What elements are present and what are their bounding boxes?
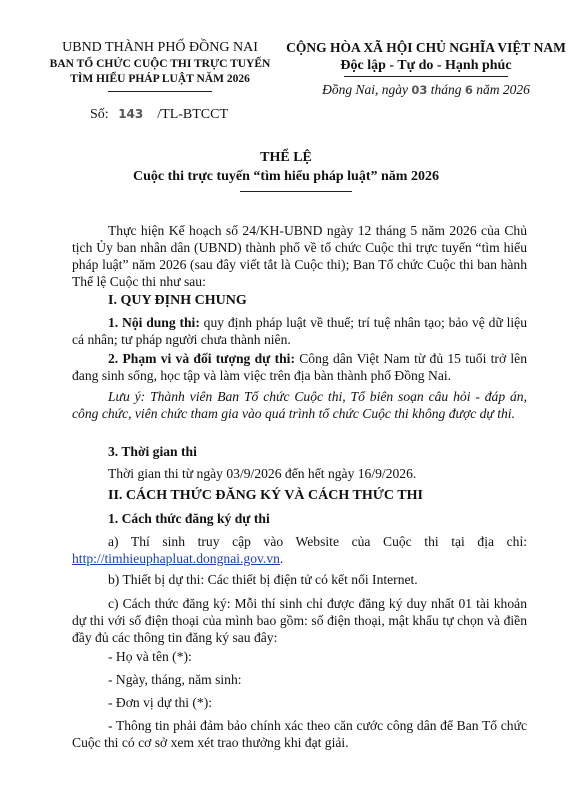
issue-date [286,82,566,98]
nation-line-1: CỘNG HÒA XÃ HỘI CHỦ NGHĨA VIỆT NAM [286,40,566,55]
date-prefix: Đồng Nai, ngày [322,82,408,97]
paragraph-b: b) Thiết bị dự thi: Các thiết bị điện tử có kết nối Internet. [108,572,418,587]
nation-underline [344,76,508,77]
item-1-text: quy định pháp luật về thuế; trí tuệ nhân tạo; bảo vệ dữ liệu cá nhân; tư pháp người chưa thành niên. [72,315,527,347]
so-suffix: /TL-BTCCT [157,107,229,122]
website-link[interactable]: http://timhieuphapluat.dongnai.gov.vn [72,551,280,566]
paragraph-c: c) Cách thức đăng ký: Mỗi thí sinh chỉ được đăng ký duy nhất 01 tài khoản dự thi với số điện thoại của mình bao gồm: số điện thoại, mật khẩu tự chọn và điền đầy đủ các thông tin đăng ký sau đây: [72,596,527,645]
item-1 [72,314,527,348]
section-heading-1: I. QUY ĐỊNH CHUNG [108,293,247,308]
document-subtitle: Cuộc thi trực tuyến “tìm hiểu pháp luật” năm 2026 [133,169,439,184]
org-line-3: TÌM HIỂU PHÁP LUẬT NĂM 2026 [70,73,250,85]
date-month-label: tháng [430,82,462,97]
so-label: Số: [90,107,109,122]
item-3-label: 3. Thời gian thi [108,444,197,459]
item-2-label: 2. Phạm vi và đối tượng dự thi: [108,351,295,366]
item-3-text: Thời gian thi từ ngày 03/9/2026 đến hết ngày 16/9/2026. [108,466,417,481]
item-1-label: 1. Nội dung thi: [108,315,200,330]
field-dob: - Ngày, tháng, năm sinh: [108,672,242,687]
paragraph-a-end: . [279,551,284,566]
org-line-1: UBND THÀNH PHỐ ĐỒNG NAI [62,40,258,55]
paragraph-a-text: a) Thí sinh truy cập vào Website của Cuộc thi tại địa chỉ: [108,534,527,549]
field-unit: - Đơn vị dự thi (*): [108,695,213,710]
date-month: 6 [464,83,473,97]
org-underline [108,91,212,92]
nation-line-2: Độc lập - Tự do - Hạnh phúc [340,58,512,73]
item-2 [72,350,527,384]
paragraph-a [72,533,527,567]
date-day: 03 [411,83,428,97]
document-title: THỂ LỆ [260,150,312,165]
sub-heading-1: 1. Cách thức đăng ký dự thi [108,511,270,526]
item-2-text: Công dân Việt Nam từ đủ 15 tuổi trở lên đang sinh sống, học tập và làm việc trên địa bàn thành phố Đồng Nai. [72,351,528,383]
document-number [90,107,228,123]
note-paragraph: Lưu ý: Thành viên Ban Tổ chức Cuộc thi, Tổ biên soạn câu hỏi - đáp án, công chức, viên chức tham gia vào quá trình tổ chức Cuộc thi không được dự thi. [72,389,527,421]
intro-paragraph: Thực hiện Kế hoạch số 24/KH-UBND ngày 12 tháng 5 năm 2026 của Chủ tịch Ủy ban nhân dân (UBND) thành phố về tổ chức Cuộc thi trực tuyến “tìm hiểu pháp luật” năm 2026 (sau đây viết tắt là Cuộc thi); Ban Tổ chức Cuộc thi ban hành Thể lệ Cuộc thi như sau: [72,223,527,289]
title-underline [240,191,352,192]
org-line-2: BAN TỔ CHỨC CUỘC THI TRỰC TUYẾN [49,58,271,70]
paragraph-accuracy: - Thông tin phải đảm bảo chính xác theo căn cước công dân để Ban Tổ chức Cuộc thi có cơ sở xem xét trao thưởng khi đạt giải. [72,718,527,750]
field-name: - Họ và tên (*): [108,649,192,664]
so-number: 143 [118,107,144,121]
section-heading-2: II. CÁCH THỨC ĐĂNG KÝ VÀ CÁCH THỨC THI [108,488,423,503]
date-year: năm 2026 [476,82,530,97]
